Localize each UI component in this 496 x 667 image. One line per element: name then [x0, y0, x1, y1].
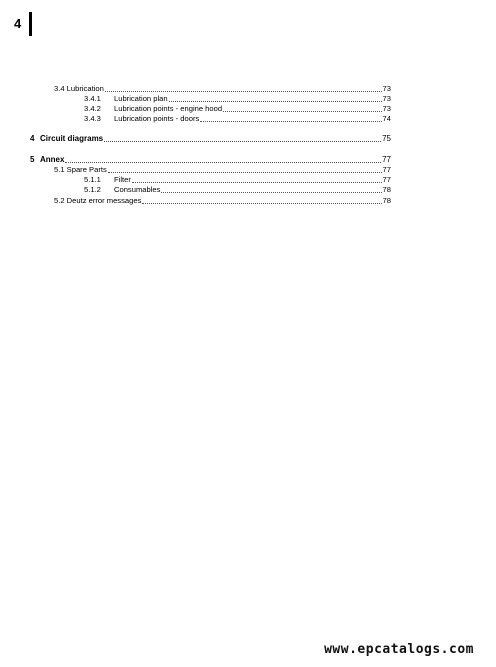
toc-entry-title: 5.2 Deutz error messages	[54, 196, 142, 205]
toc-entry-title: Consumables	[114, 185, 161, 194]
toc-entry-page: 73	[382, 94, 391, 103]
toc-entry-title: Lubrication points - engine hood	[114, 104, 223, 113]
toc-entry-page: 77	[382, 155, 391, 164]
toc-entry-title: Lubrication plan	[114, 94, 168, 103]
watermark-text: www.epcatalogs.com	[324, 642, 474, 657]
toc-entry-number: 3.4.1	[84, 94, 101, 103]
leader-dots	[132, 182, 382, 183]
toc-entry-deutz-error-messages[interactable]	[54, 196, 391, 206]
toc-entry-annex[interactable]	[30, 155, 391, 165]
toc-entry-page: 75	[382, 134, 391, 143]
leader-dots	[223, 111, 381, 112]
toc-entry-title: 3.4 Lubrication	[54, 84, 104, 93]
toc-entry-title: Filter	[114, 175, 131, 184]
toc-entry-page: 78	[382, 196, 391, 205]
leader-dots	[142, 203, 381, 204]
leader-dots	[169, 101, 382, 102]
toc-entry-lubrication-doors[interactable]	[84, 114, 391, 124]
toc-entry-number: 5.1.2	[84, 185, 101, 194]
page-number: 4	[14, 16, 22, 31]
toc-entry-number: 5.1.1	[84, 175, 101, 184]
toc-entry-number: 3.4.2	[84, 104, 101, 113]
toc-entry-page: 73	[382, 104, 391, 113]
toc-entry-lubrication-engine-hood[interactable]	[84, 104, 391, 114]
toc-entry-circuit-diagrams[interactable]	[30, 134, 391, 144]
toc-entry-page: 77	[382, 175, 391, 184]
toc-entry-page: 74	[382, 114, 391, 123]
toc-entry-title: Circuit diagrams	[40, 134, 104, 143]
leader-dots	[104, 141, 381, 142]
toc-entry-spare-parts[interactable]	[54, 165, 391, 175]
toc-entry-page: 78	[382, 185, 391, 194]
leader-dots	[105, 91, 382, 92]
toc-entry-number: 5	[30, 155, 35, 164]
toc-entry-lubrication[interactable]	[54, 84, 391, 94]
toc-entry-title: Lubrication points - doors	[114, 114, 200, 123]
leader-dots	[65, 162, 381, 163]
toc-entry-filter[interactable]	[84, 175, 391, 185]
toc-entry-title: 5.1 Spare Parts	[54, 165, 107, 174]
toc-entry-consumables[interactable]	[84, 185, 391, 195]
toc-entry-page: 77	[382, 165, 391, 174]
leader-dots	[200, 121, 381, 122]
toc-entry-title: Annex	[40, 155, 65, 164]
toc-entry-number: 4	[30, 134, 35, 143]
leader-dots	[161, 192, 381, 193]
toc-entry-number: 3.4.3	[84, 114, 101, 123]
leader-dots	[108, 172, 382, 173]
toc-entry-lubrication-plan[interactable]	[84, 94, 391, 104]
toc-entry-page: 73	[382, 84, 391, 93]
